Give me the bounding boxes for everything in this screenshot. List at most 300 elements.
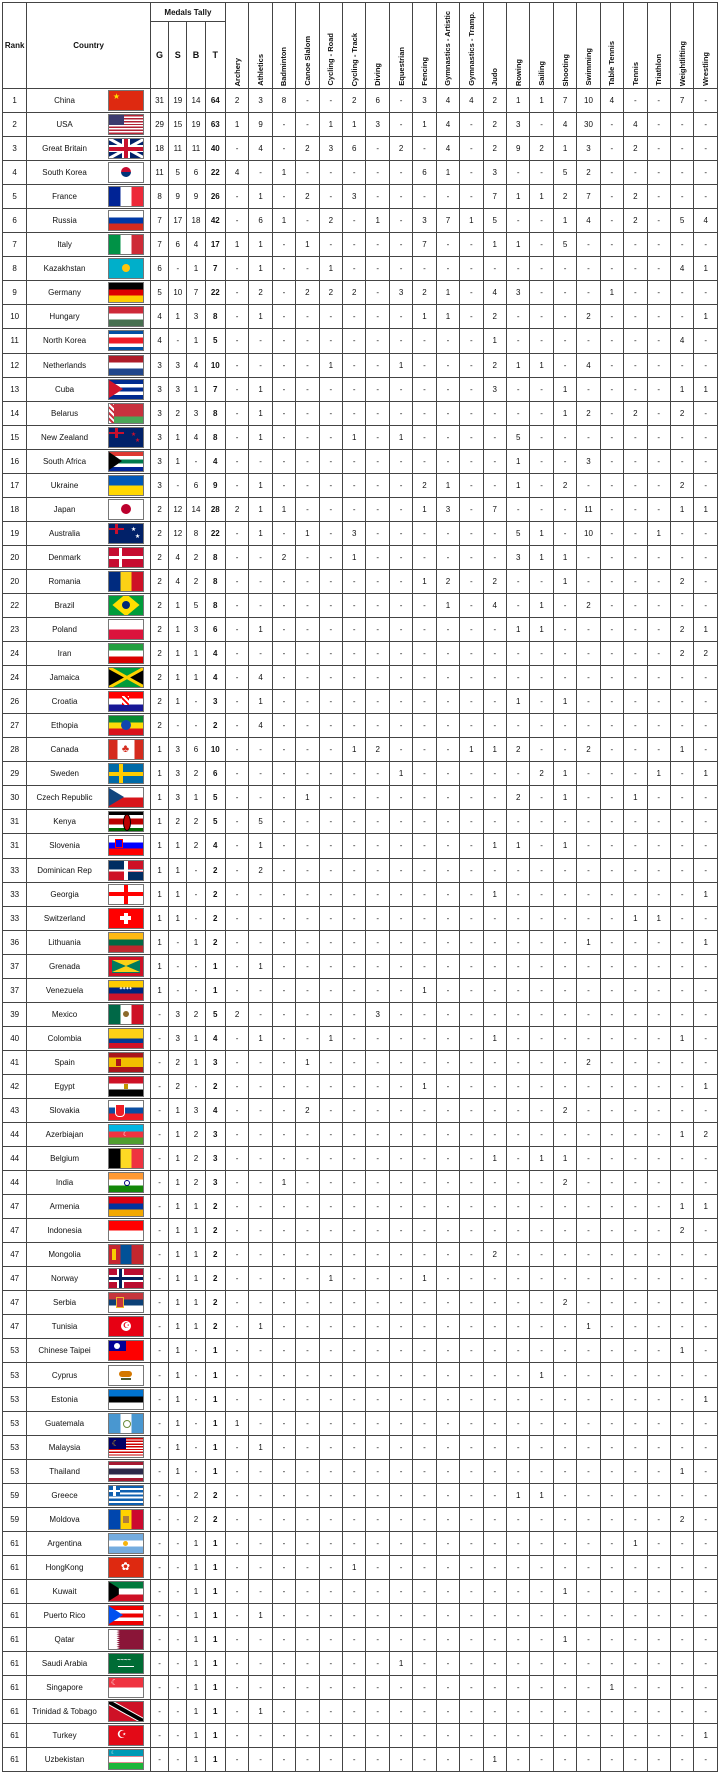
country-name-cell: Croatia <box>27 690 102 714</box>
sport-medal-cell: 2 <box>670 1507 693 1531</box>
sport-medal-cell: - <box>600 113 623 137</box>
sport-medal-cell: - <box>600 1050 623 1074</box>
country-name-cell: Denmark <box>27 545 102 569</box>
sport-medal-cell: - <box>389 89 412 113</box>
total-cell: 4 <box>205 834 225 858</box>
sport-medal-cell: - <box>436 545 459 569</box>
sport-medal-cell: - <box>624 1700 647 1724</box>
sport-medal-cell: - <box>530 810 553 834</box>
bronze-cell: - <box>187 1363 205 1387</box>
sport-medal-cell: - <box>436 1700 459 1724</box>
sport-medal-cell: - <box>530 1050 553 1074</box>
silver-cell: - <box>169 1507 187 1531</box>
sport-medal-cell: - <box>670 858 693 882</box>
sport-medal-cell: - <box>225 1387 248 1411</box>
sport-medal-cell: - <box>600 137 623 161</box>
sport-medal-cell: - <box>553 1724 576 1748</box>
country-flag-icon: ☾ <box>108 1437 144 1458</box>
sport-medal-cell: - <box>600 1195 623 1219</box>
sport-header <box>600 3 623 89</box>
sport-medal-cell: - <box>296 593 319 617</box>
sport-medal-cell: - <box>343 1579 366 1603</box>
sport-medal-cell: 2 <box>553 185 576 209</box>
sport-header-label: Gymnastics - Tramp. <box>466 12 476 86</box>
sport-medal-cell: 1 <box>553 690 576 714</box>
sport-medal-cell: - <box>577 1123 600 1147</box>
sport-medal-cell: - <box>272 738 295 762</box>
sport-medal-cell: - <box>413 329 436 353</box>
sport-medal-cell: - <box>413 545 436 569</box>
silver-cell: 1 <box>169 834 187 858</box>
sport-medal-cell: 1 <box>483 1026 506 1050</box>
country-flag-icon <box>108 162 144 183</box>
table-row <box>3 401 718 425</box>
sport-medal-cell: - <box>272 906 295 930</box>
sport-medal-cell: - <box>366 329 389 353</box>
sport-medal-cell: - <box>296 1195 319 1219</box>
sport-medal-cell: - <box>436 1363 459 1387</box>
sport-medal-cell: - <box>296 1291 319 1315</box>
sport-medal-cell: - <box>366 401 389 425</box>
sport-medal-cell: - <box>225 1579 248 1603</box>
sport-medal-cell: 5 <box>553 233 576 257</box>
sport-medal-cell: - <box>600 1267 623 1291</box>
country-name-cell: Thailand <box>27 1459 102 1483</box>
sport-medal-cell: - <box>436 185 459 209</box>
gold-cell: 1 <box>150 882 168 906</box>
rank-cell: 61 <box>3 1555 27 1579</box>
silver-cell: 19 <box>169 89 187 113</box>
gold-cell: 1 <box>150 930 168 954</box>
sport-medal-cell: - <box>483 1002 506 1026</box>
sport-medal-cell: 1 <box>694 618 718 642</box>
table-row <box>3 1171 718 1195</box>
rank-cell: 28 <box>3 738 27 762</box>
flag-cell <box>102 1074 151 1098</box>
sport-medal-cell: - <box>319 545 342 569</box>
silver-cell: 2 <box>169 1050 187 1074</box>
country-flag-icon <box>108 210 144 231</box>
sport-medal-cell: - <box>272 473 295 497</box>
country-flag-icon <box>108 1340 144 1361</box>
sport-medal-cell: - <box>343 1074 366 1098</box>
sport-medal-cell: - <box>296 618 319 642</box>
sport-medal-cell: - <box>366 1267 389 1291</box>
bronze-header: B <box>187 22 205 89</box>
sport-medal-cell: - <box>694 281 718 305</box>
sport-medal-cell: - <box>225 1026 248 1050</box>
sport-medal-cell: 3 <box>577 137 600 161</box>
sport-medal-cell: 2 <box>670 618 693 642</box>
sport-medal-cell: - <box>600 1483 623 1507</box>
sport-medal-cell: - <box>343 161 366 185</box>
silver-cell: 17 <box>169 209 187 233</box>
table-row <box>3 1700 718 1724</box>
sport-medal-cell: 3 <box>249 89 272 113</box>
flag-cell <box>102 1435 151 1459</box>
sport-medal-cell: - <box>483 521 506 545</box>
sport-medal-cell: - <box>600 569 623 593</box>
silver-cell: - <box>169 1724 187 1748</box>
sport-medal-cell: - <box>460 858 483 882</box>
sport-medal-cell: - <box>553 329 576 353</box>
sport-medal-cell: - <box>694 113 718 137</box>
sport-medal-cell: - <box>389 1219 412 1243</box>
silver-cell: 1 <box>169 1219 187 1243</box>
sport-medal-cell: - <box>413 1291 436 1315</box>
sport-medal-cell: - <box>272 1628 295 1652</box>
sport-medal-cell: 1 <box>413 569 436 593</box>
sport-medal-cell: 1 <box>670 1123 693 1147</box>
total-cell: 3 <box>205 1171 225 1195</box>
sport-medal-cell: - <box>647 1411 670 1435</box>
sport-medal-cell: - <box>413 858 436 882</box>
country-name-cell: Puerto Rico <box>27 1603 102 1627</box>
bronze-cell: 14 <box>187 89 205 113</box>
sport-medal-cell: - <box>413 618 436 642</box>
sport-medal-cell: - <box>296 401 319 425</box>
sport-header-label: Triathlon <box>654 54 664 86</box>
sport-medal-cell: - <box>506 714 529 738</box>
sport-medal-cell: - <box>577 714 600 738</box>
sport-medal-cell: - <box>506 1098 529 1122</box>
sport-medal-cell: - <box>343 1724 366 1748</box>
sport-medal-cell: 7 <box>483 497 506 521</box>
sport-medal-cell: - <box>272 762 295 786</box>
sport-medal-cell: - <box>366 1579 389 1603</box>
sport-medal-cell: - <box>296 89 319 113</box>
sport-medal-cell: - <box>600 1363 623 1387</box>
sport-medal-cell: - <box>647 1700 670 1724</box>
sport-medal-cell: - <box>389 906 412 930</box>
rank-cell: 8 <box>3 257 27 281</box>
sport-medal-cell: - <box>460 882 483 906</box>
sport-medal-cell: - <box>600 377 623 401</box>
sport-medal-cell: 2 <box>296 137 319 161</box>
sport-medal-cell: - <box>272 1411 295 1435</box>
sport-medal-cell: 2 <box>530 137 553 161</box>
country-name-cell: Germany <box>27 281 102 305</box>
sport-medal-cell: 10 <box>577 521 600 545</box>
country-name-cell: Czech Republic <box>27 786 102 810</box>
sport-medal-cell: - <box>647 185 670 209</box>
silver-cell: 4 <box>169 569 187 593</box>
country-flag-icon <box>108 932 144 953</box>
total-cell: 8 <box>205 305 225 329</box>
sport-medal-cell: - <box>577 1507 600 1531</box>
sport-medal-cell: - <box>577 1002 600 1026</box>
sport-medal-cell: - <box>319 377 342 401</box>
sport-medal-cell: - <box>624 353 647 377</box>
sport-medal-cell: - <box>483 618 506 642</box>
sport-medal-cell: - <box>225 1652 248 1676</box>
sport-medal-cell: - <box>624 618 647 642</box>
bronze-cell: 5 <box>187 593 205 617</box>
sport-medal-cell: - <box>249 906 272 930</box>
sport-medal-cell: - <box>483 1074 506 1098</box>
sport-medal-cell: 1 <box>506 1483 529 1507</box>
sport-medal-cell: 2 <box>319 281 342 305</box>
sport-medal-cell: 1 <box>272 1171 295 1195</box>
silver-cell: 1 <box>169 642 187 666</box>
sport-medal-cell: - <box>389 1628 412 1652</box>
silver-cell: 1 <box>169 1123 187 1147</box>
silver-cell: 1 <box>169 1363 187 1387</box>
sport-medal-cell: - <box>225 1628 248 1652</box>
sport-medal-cell: - <box>460 1628 483 1652</box>
sport-medal-cell: - <box>272 377 295 401</box>
sport-medal-cell: - <box>553 1603 576 1627</box>
sport-medal-cell: - <box>225 281 248 305</box>
sport-medal-cell: - <box>670 521 693 545</box>
sport-medal-cell: 1 <box>249 257 272 281</box>
sport-medal-cell: - <box>272 1603 295 1627</box>
silver-cell: 10 <box>169 281 187 305</box>
sport-medal-cell: - <box>343 978 366 1002</box>
sport-medal-cell: - <box>413 1603 436 1627</box>
sport-medal-cell: - <box>389 1147 412 1171</box>
total-cell: 6 <box>205 762 225 786</box>
sport-medal-cell: - <box>460 137 483 161</box>
table-row <box>3 1724 718 1748</box>
country-name-cell: Hungary <box>27 305 102 329</box>
country-name-cell: Turkey <box>27 1724 102 1748</box>
sport-medal-cell: - <box>413 810 436 834</box>
sport-medal-cell: 1 <box>670 1195 693 1219</box>
table-row <box>3 545 718 569</box>
sport-medal-cell: 1 <box>225 233 248 257</box>
table-row <box>3 786 718 810</box>
sport-medal-cell: - <box>366 1603 389 1627</box>
sport-medal-cell: - <box>225 666 248 690</box>
sport-medal-cell: - <box>366 233 389 257</box>
sport-medal-cell: - <box>225 858 248 882</box>
bronze-cell: 1 <box>187 642 205 666</box>
sport-medal-cell: - <box>343 353 366 377</box>
sport-medal-cell: - <box>389 569 412 593</box>
rank-cell: 59 <box>3 1483 27 1507</box>
sport-medal-cell: - <box>460 1002 483 1026</box>
sport-medal-cell: - <box>343 1123 366 1147</box>
table-row <box>3 858 718 882</box>
sport-medal-cell: - <box>694 185 718 209</box>
sport-medal-cell: - <box>530 1291 553 1315</box>
sport-medal-cell: - <box>436 1555 459 1579</box>
sport-medal-cell: - <box>670 1315 693 1339</box>
sport-medal-cell: - <box>343 954 366 978</box>
sport-medal-cell: - <box>694 1603 718 1627</box>
sport-medal-cell: - <box>296 882 319 906</box>
sport-medal-cell: - <box>460 690 483 714</box>
sport-medal-cell: - <box>483 1483 506 1507</box>
sport-medal-cell: - <box>530 1267 553 1291</box>
silver-cell: 11 <box>169 137 187 161</box>
sport-medal-cell: - <box>366 1363 389 1387</box>
flag-cell <box>102 1219 151 1243</box>
sport-medal-cell: - <box>343 762 366 786</box>
sport-medal-cell: - <box>624 1652 647 1676</box>
gold-cell: 2 <box>150 666 168 690</box>
sport-medal-cell: 4 <box>694 209 718 233</box>
sport-medal-cell: - <box>319 1700 342 1724</box>
sport-medal-cell: - <box>389 618 412 642</box>
country-flag-icon <box>108 1004 144 1025</box>
sport-medal-cell: - <box>530 954 553 978</box>
gold-cell: 3 <box>150 473 168 497</box>
sport-medal-cell: - <box>600 545 623 569</box>
country-flag-icon <box>108 667 144 688</box>
sport-medal-cell: 2 <box>483 1243 506 1267</box>
sport-medal-cell: - <box>647 1315 670 1339</box>
sport-medal-cell: - <box>272 521 295 545</box>
sport-medal-cell: - <box>319 1387 342 1411</box>
sport-medal-cell: - <box>460 377 483 401</box>
flag-cell <box>102 1050 151 1074</box>
sport-medal-cell: - <box>319 521 342 545</box>
sport-medal-cell: - <box>577 810 600 834</box>
sport-medal-cell: 2 <box>553 473 576 497</box>
sport-medal-cell: - <box>624 810 647 834</box>
rank-cell: 61 <box>3 1579 27 1603</box>
sport-medal-cell: 3 <box>506 545 529 569</box>
sport-medal-cell: - <box>343 1387 366 1411</box>
sport-medal-cell: - <box>413 185 436 209</box>
total-cell: 1 <box>205 1628 225 1652</box>
sport-medal-cell: - <box>389 1363 412 1387</box>
sport-medal-cell: - <box>460 281 483 305</box>
sport-medal-cell: - <box>296 425 319 449</box>
table-row <box>3 1628 718 1652</box>
rank-cell: 33 <box>3 858 27 882</box>
sport-medal-cell: 6 <box>343 137 366 161</box>
table-row <box>3 449 718 473</box>
sport-medal-cell: - <box>296 1676 319 1700</box>
sport-medal-cell: - <box>319 906 342 930</box>
sport-medal-cell: - <box>624 1074 647 1098</box>
bronze-cell: - <box>187 714 205 738</box>
flag-cell <box>102 329 151 353</box>
sport-medal-cell: - <box>460 762 483 786</box>
sport-medal-cell: - <box>694 1147 718 1171</box>
sport-medal-cell: - <box>343 1531 366 1555</box>
rank-cell: 18 <box>3 497 27 521</box>
sport-medal-cell: 1 <box>506 185 529 209</box>
sport-medal-cell: 1 <box>694 497 718 521</box>
sport-medal-cell: - <box>624 1315 647 1339</box>
sport-medal-cell: 1 <box>530 353 553 377</box>
gold-cell: 6 <box>150 257 168 281</box>
flag-cell <box>102 690 151 714</box>
silver-cell: 2 <box>169 810 187 834</box>
country-name-cell: Slovenia <box>27 834 102 858</box>
sport-medal-cell: - <box>366 1531 389 1555</box>
sport-medal-cell: - <box>272 1700 295 1724</box>
sport-medal-cell: 7 <box>577 185 600 209</box>
sport-medal-cell: - <box>624 1098 647 1122</box>
sport-header-label: Sailing <box>537 61 547 86</box>
sport-medal-cell: - <box>530 1387 553 1411</box>
bronze-cell: 1 <box>187 786 205 810</box>
sport-medal-cell: 1 <box>553 545 576 569</box>
sport-medal-cell: - <box>553 425 576 449</box>
sport-medal-cell: - <box>647 954 670 978</box>
sport-medal-cell: 1 <box>483 882 506 906</box>
sport-medal-cell: 2 <box>483 113 506 137</box>
sport-medal-cell: - <box>530 209 553 233</box>
sport-medal-cell: - <box>647 690 670 714</box>
gold-cell: - <box>150 1531 168 1555</box>
sport-medal-cell: - <box>389 666 412 690</box>
sport-medal-cell: - <box>249 161 272 185</box>
sport-medal-cell: - <box>577 1267 600 1291</box>
bronze-cell: 1 <box>187 930 205 954</box>
sport-medal-cell: - <box>647 1098 670 1122</box>
country-flag-icon: ✦✦✦✦ <box>108 980 144 1001</box>
sport-medal-cell: - <box>389 401 412 425</box>
sport-medal-cell: - <box>413 690 436 714</box>
sport-medal-cell: - <box>694 233 718 257</box>
sport-medal-cell: 1 <box>647 521 670 545</box>
sport-medal-cell: - <box>343 1507 366 1531</box>
gold-cell: - <box>150 1628 168 1652</box>
sport-header <box>624 3 647 89</box>
sport-medal-cell: - <box>225 1267 248 1291</box>
silver-cell: 1 <box>169 449 187 473</box>
country-flag-icon <box>108 547 144 568</box>
sport-medal-cell: - <box>577 1026 600 1050</box>
sport-medal-cell: - <box>600 1531 623 1555</box>
silver-cell: 1 <box>169 1147 187 1171</box>
sport-medal-cell: - <box>647 642 670 666</box>
total-cell: 7 <box>205 257 225 281</box>
sport-medal-cell: - <box>483 1291 506 1315</box>
country-name-cell: Norway <box>27 1267 102 1291</box>
sport-medal-cell: - <box>413 1026 436 1050</box>
silver-cell: 3 <box>169 786 187 810</box>
total-cell: 8 <box>205 401 225 425</box>
country-flag-icon <box>108 1292 144 1313</box>
sport-medal-cell: - <box>272 1098 295 1122</box>
table-row <box>3 1411 718 1435</box>
sport-header <box>436 3 459 89</box>
sport-medal-cell: - <box>694 906 718 930</box>
sport-medal-cell: - <box>577 834 600 858</box>
country-flag-icon <box>108 1172 144 1193</box>
sport-medal-cell: - <box>272 1724 295 1748</box>
sport-medal-cell: - <box>413 906 436 930</box>
bronze-cell: 2 <box>187 810 205 834</box>
sport-medal-cell: - <box>366 1748 389 1772</box>
sport-medal-cell: - <box>670 185 693 209</box>
sport-medal-cell: - <box>647 1291 670 1315</box>
sport-medal-cell: - <box>343 1363 366 1387</box>
gold-cell: - <box>150 1748 168 1772</box>
sport-medal-cell: - <box>483 401 506 425</box>
sport-medal-cell: - <box>577 1652 600 1676</box>
sport-medal-cell: - <box>577 1724 600 1748</box>
sport-medal-cell: - <box>272 1652 295 1676</box>
sport-medal-cell: - <box>530 1098 553 1122</box>
country-name-cell: Lithuania <box>27 930 102 954</box>
sport-medal-cell: - <box>413 593 436 617</box>
sport-medal-cell: - <box>694 1531 718 1555</box>
sport-medal-cell: - <box>366 690 389 714</box>
sport-medal-cell: - <box>600 954 623 978</box>
header-row-top <box>3 3 718 22</box>
sport-medal-cell: - <box>366 1219 389 1243</box>
sport-medal-cell: - <box>389 1507 412 1531</box>
sport-medal-cell: 1 <box>624 1531 647 1555</box>
